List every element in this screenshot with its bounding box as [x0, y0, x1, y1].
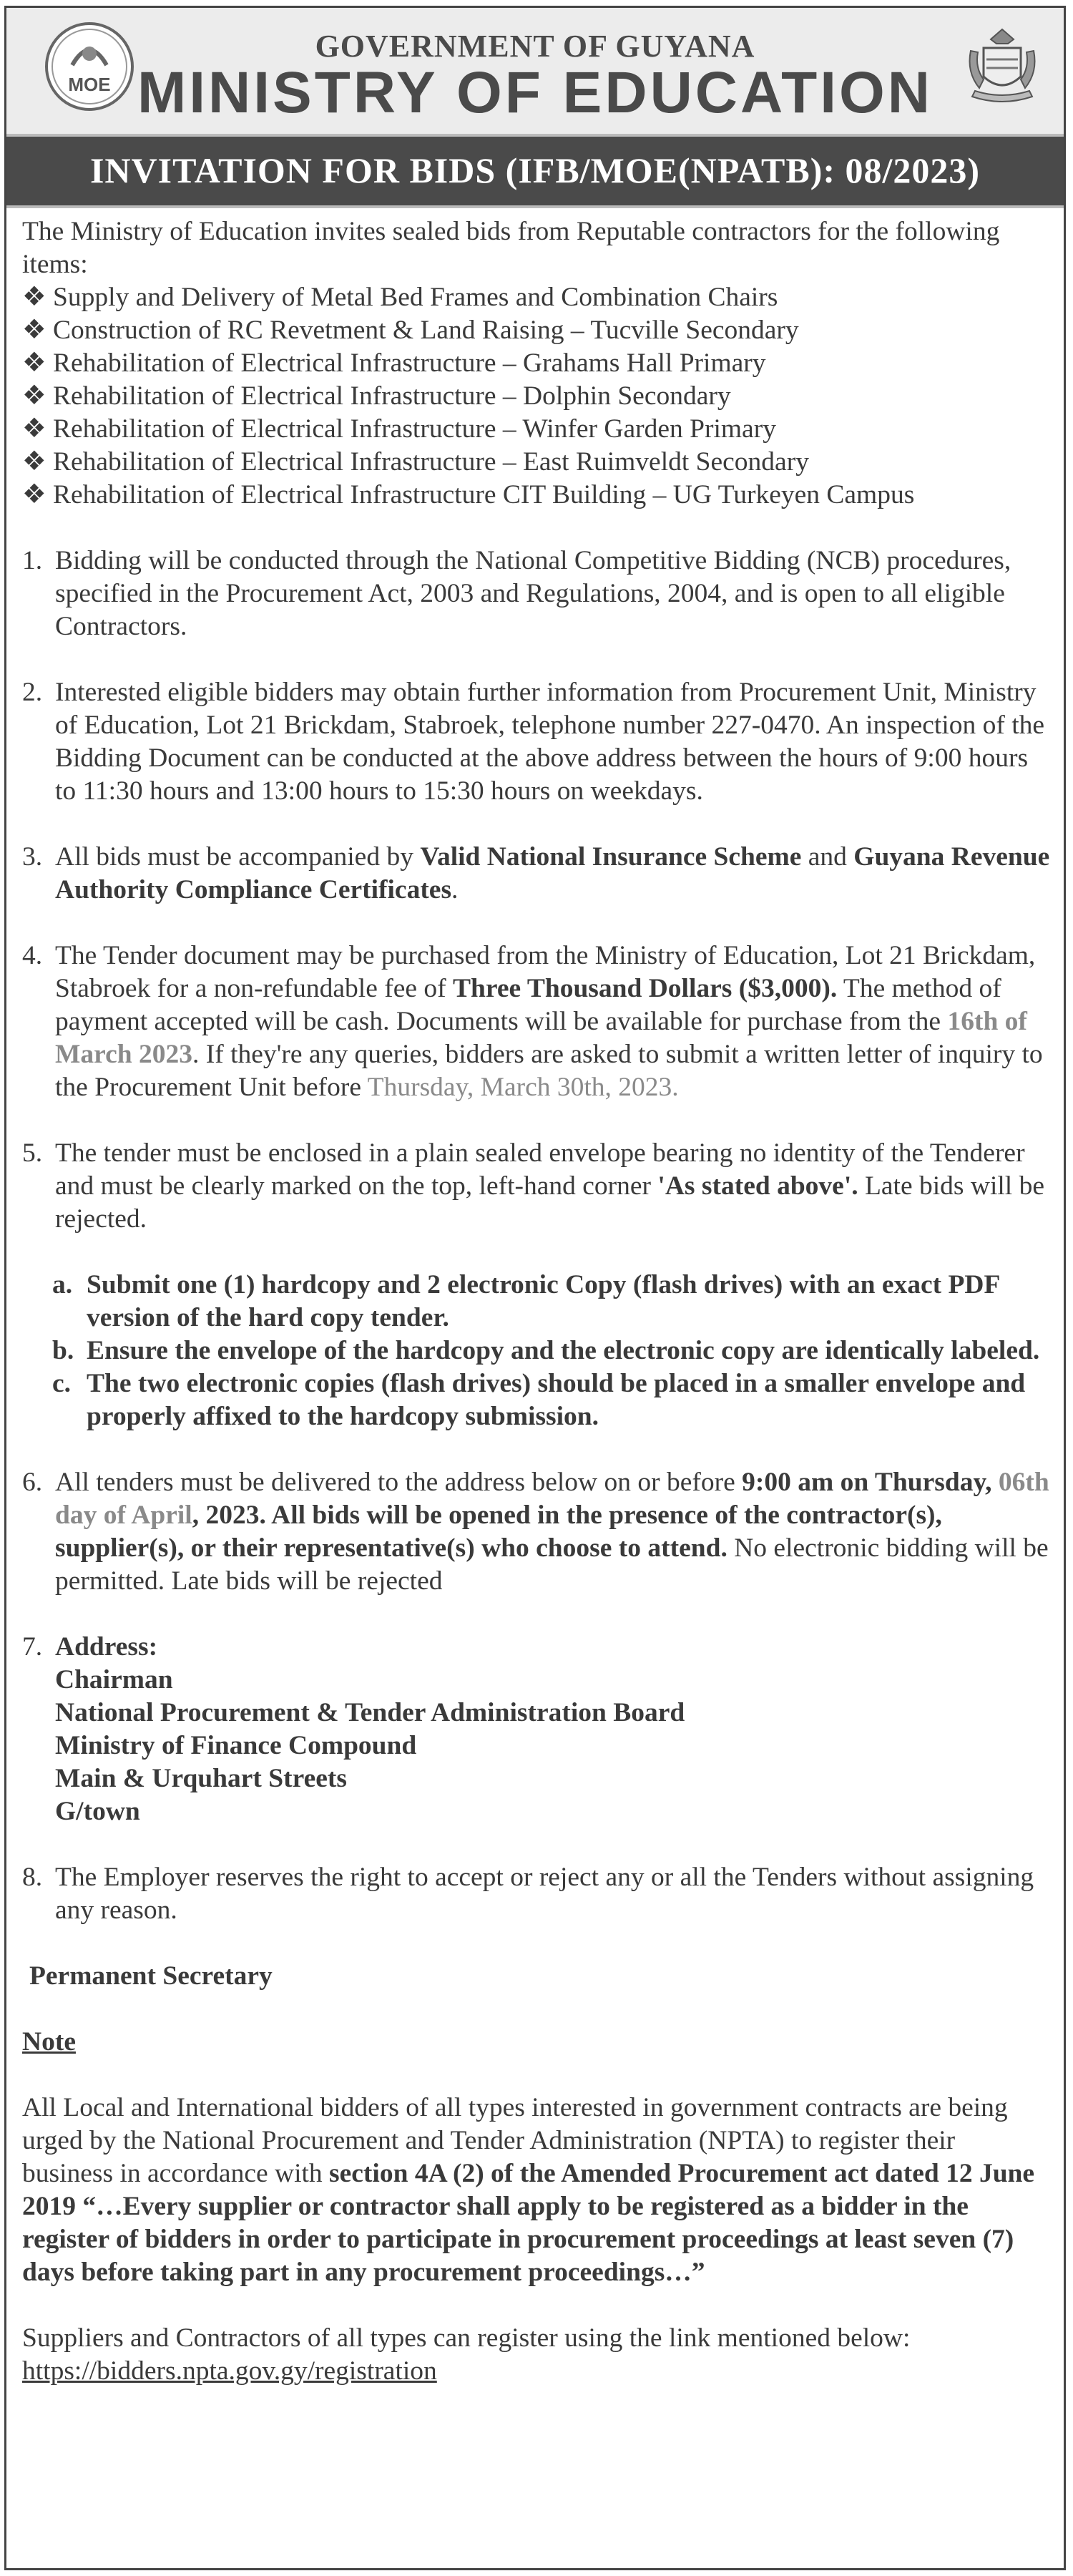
item-text: Rehabilitation of Electrical Infrastructure – East Ruimveldt Secondary	[53, 447, 809, 477]
clause-5	[22, 1137, 1052, 1236]
list-item	[22, 281, 1052, 314]
clause-text: The Employer reserves the right to accept or reject any or all the Tenders without assigning any reason.	[55, 1863, 1034, 1925]
clause-text: Interested eligible bidders may obtain further information from Procurement Unit, Ministry of Education, Lot 21 Brickdam, Stabroek, telephone number 227-0470. An inspection of the Bidding Document can be conducted at the above address between the hours of 9:00 hours to 11:30 hours and 13:00 hours to 15:30 hours on weekdays.	[55, 678, 1045, 806]
advertisement-frame	[4, 6, 1066, 2570]
nis-certificate: Valid National Insurance Scheme	[420, 842, 802, 872]
subitem-text: The two electronic copies (flash drives) should be placed in a smaller envelope and properly affixed to the hardcopy submission.	[87, 1369, 1026, 1431]
diamond-bullet-icon: ❖	[22, 316, 46, 345]
clause-text: All bids must be accompanied by	[55, 842, 421, 872]
item-text: Supply and Delivery of Metal Bed Frames and Combination Chairs	[53, 283, 778, 312]
list-item	[22, 347, 1052, 380]
diamond-bullet-icon: ❖	[22, 447, 46, 477]
subitem-letter: a.	[52, 1270, 73, 1299]
address-line: Main & Urquhart Streets	[55, 1764, 347, 1793]
clause-text: The method of payment accepted will be cash. Documents will be available for purchase from the	[55, 974, 1001, 1036]
clause-text: No electronic bidding will be permitted. Late bids will be rejected	[55, 1533, 1049, 1596]
clause-number: 7.	[22, 1632, 43, 1662]
opening-statement: , 2023. All bids will be opened in the presence of the contractor(s), supplier(s), or their representative(s) who choose to attend.	[55, 1501, 942, 1563]
list-item	[22, 380, 1052, 413]
diamond-bullet-icon: ❖	[22, 414, 46, 444]
clause-2	[22, 676, 1052, 808]
clause-text: and	[801, 842, 854, 872]
document-body	[22, 215, 1052, 2388]
list-item	[22, 446, 1052, 479]
clause-text: Bidding will be conducted through the National Competitive Bidding (NCB) procedures, specified in the Procurement Act, 2003 and Regulations, 2004, and is open to all eligible Contractors.	[55, 546, 1011, 641]
registration-link[interactable]: https://bidders.npta.gov.gy/registration	[22, 2356, 437, 2386]
subitem-c	[22, 1367, 1052, 1433]
subitem-letter: c.	[52, 1369, 72, 1398]
inquiry-deadline: Thursday, March 30th, 2023.	[367, 1073, 679, 1102]
coat-of-arms-icon	[958, 22, 1047, 111]
address-line: Chairman	[55, 1665, 173, 1694]
note-text: All Local and International bidders of all types interested in government contracts are being urged by the National Procurement and Tender Administration (NPTA) to register their business in accordance with	[22, 2093, 1008, 2188]
tender-fee: Three Thousand Dollars ($3,000).	[453, 974, 838, 1003]
list-item	[22, 479, 1052, 512]
ministry-title: MINISTRY OF EDUCATION	[137, 60, 934, 125]
clause-text: . If they're any queries, bidders are asked to submit a written letter of inquiry to the Procurement Unit before	[55, 1040, 1043, 1102]
diamond-bullet-icon: ❖	[22, 480, 46, 509]
clause-8	[22, 1861, 1052, 1927]
clause-number: 2.	[22, 678, 43, 707]
title-banner	[6, 134, 1064, 208]
clause-5-subitems	[22, 1269, 1052, 1433]
header	[6, 8, 1064, 134]
subitem-b	[22, 1335, 1052, 1367]
note-quote: section 4A (2) of the Amended Procurement act dated 12 June 2019 “…Every supplier or contractor shall apply to be registered as a bidder in the register of bidders in order to participate in procurement proceedings at least seven (7) days before taking part in any procurement proceedings…”	[22, 2159, 1035, 2287]
item-text: Rehabilitation of Electrical Infrastructure – Grahams Hall Primary	[53, 348, 766, 378]
deadline-time: 9:00 am on Thursday,	[742, 1468, 999, 1497]
subitem-letter: b.	[52, 1336, 74, 1365]
list-item	[22, 413, 1052, 446]
items-list	[22, 281, 1052, 512]
footer-text: Suppliers and Contractors of all types can register using the link mentioned below:	[22, 2323, 911, 2353]
clause-number: 8.	[22, 1863, 43, 1892]
item-text: Construction of RC Revetment & Land Raising – Tucville Secondary	[53, 316, 799, 345]
deadline-date: 06th day of April	[55, 1468, 1049, 1530]
clause-number: 5.	[22, 1138, 43, 1168]
clause-number: 6.	[22, 1468, 43, 1497]
clause-7	[22, 1631, 1052, 1828]
clause-number: 4.	[22, 941, 43, 970]
clause-3	[22, 841, 1052, 907]
item-text: Rehabilitation of Electrical Infrastructure CIT Building – UG Turkeyen Campus	[53, 480, 915, 509]
subitem-a	[22, 1269, 1052, 1335]
clause-text: All tenders must be delivered to the address below on or before	[55, 1468, 743, 1497]
available-date: 16th of March 2023	[55, 1007, 1027, 1069]
clause-text: The Tender document may be purchased from the Ministry of Education, Lot 21 Brickdam, Stabroek for a non-refundable fee of	[55, 941, 1036, 1003]
marking-text: 'As stated above'.	[657, 1171, 858, 1201]
diamond-bullet-icon: ❖	[22, 348, 46, 378]
gra-certificate: Guyana Revenue Authority Compliance Certificates	[55, 842, 1050, 904]
intro-paragraph: The Ministry of Education invites sealed bids from Reputable contractors for the following items:	[22, 217, 1000, 279]
bid-title: INVITATION FOR BIDS (IFB/MOE(NPATB): 08/2023)	[89, 150, 981, 190]
subitem-text: Submit one (1) hardcopy and 2 electronic Copy (flash drives) with an exact PDF version of the hard copy tender.	[87, 1270, 1000, 1332]
clause-text: The tender must be enclosed in a plain sealed envelope bearing no identity of the Tenderer and must be clearly marked on the top, left-hand corner	[55, 1138, 1025, 1201]
clause-text: .	[451, 875, 459, 904]
note-heading: Note	[22, 2027, 76, 2057]
government-title: GOVERNMENT OF GUYANA	[315, 29, 755, 64]
clause-1	[22, 545, 1052, 643]
subitem-text: Ensure the envelope of the hardcopy and the electronic copy are identically labeled.	[87, 1336, 1040, 1365]
diamond-bullet-icon: ❖	[22, 381, 46, 411]
item-text: Rehabilitation of Electrical Infrastructure – Winfer Garden Primary	[53, 414, 776, 444]
address-line: Ministry of Finance Compound	[55, 1731, 417, 1760]
list-item	[22, 314, 1052, 347]
clause-6	[22, 1466, 1052, 1598]
note-paragraph	[22, 2092, 1052, 2289]
address-line: National Procurement & Tender Administration Board	[55, 1698, 685, 1727]
clause-number: 3.	[22, 842, 43, 872]
diamond-bullet-icon: ❖	[22, 283, 46, 312]
footer-paragraph	[22, 2322, 1052, 2388]
address-line: G/town	[55, 1797, 140, 1826]
clause-number: 1.	[22, 546, 43, 575]
item-text: Rehabilitation of Electrical Infrastructure – Dolphin Secondary	[53, 381, 731, 411]
address-label: Address:	[55, 1632, 158, 1662]
logo-text: MOE	[68, 74, 111, 95]
signature-title: Permanent Secretary	[29, 1961, 273, 1991]
clause-4	[22, 940, 1052, 1104]
clause-text: Late bids will be rejected.	[55, 1171, 1044, 1234]
